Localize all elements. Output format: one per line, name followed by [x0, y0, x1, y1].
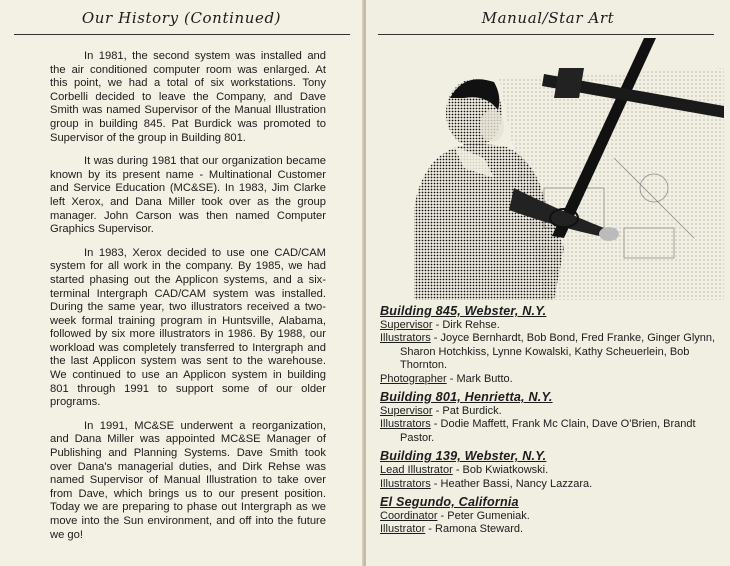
role-names: Joyce Bernhardt, Bob Bond, Fred Franke, Ginger Glynn, Sharon Hotchkiss, Lynne Kowalski, Kathy Scheuerlein, Bob Thornton.	[400, 332, 716, 372]
location-heading: Building 801, Henrietta, N.Y.	[380, 390, 553, 405]
role-names: Ramona Steward.	[435, 523, 524, 536]
location-heading: Building 845, Webster, N.Y.	[380, 304, 547, 318]
left-page	[0, 0, 364, 566]
paragraph: In 1991, MC&SE underwent a reorganization, and Dana Miller was appointed MC&SE Manager of Publishing and Planning Systems. Dave Smith took over Dana's managerial duties, and Dirk Rehse was named Supervisor of Manual Illustration to take over from Dave, which brings us to our present position. Today we are preparing to phase out Intergraph as we move into the Sun environment, and off into the future we go!	[50, 419, 326, 541]
title-rule	[378, 34, 714, 35]
page-title: Manual/Star Art	[481, 9, 615, 27]
page-title: Our History (Continued)	[81, 9, 282, 27]
role-names: Dodie Maffett, Frank Mc Clain, Dave O'Brien, Brandt Pastor.	[400, 418, 696, 444]
location-group	[380, 303, 720, 386]
paragraph: It was during 1981 that our organization became known by its present name - Multinational Customer and Service Education (MC&SE). In 1983, Jim Clarke left Xerox, and Dana Miller took over as the group manager. John Carson was then named Computer Graphics Supervisor.	[50, 155, 326, 236]
credit-line: Supervisor - Pat Burdick.	[380, 405, 502, 418]
location-group	[380, 448, 720, 491]
location-group	[380, 389, 720, 445]
credit-line: Illustrators - Dodie Maffett, Frank Mc Clain, Dave O'Brien, Brandt Pastor.	[380, 418, 696, 444]
location-group	[380, 494, 720, 537]
credit-line: Photographer - Mark Butto.	[380, 372, 513, 385]
credit-line: Illustrators - Joyce Bernhardt, Bob Bond, Fred Franke, Ginger Glynn, Sharon Hotchkiss, Lynne Kowalski, Kathy Scheuerlein, Bob Thornton.	[380, 332, 716, 372]
location-heading: Building 139, Webster, N.Y.	[380, 449, 547, 464]
role-label: Supervisor	[380, 405, 433, 418]
role-label: Illustrators	[380, 418, 431, 431]
role-names: Heather Bassi, Nancy Lazzara.	[440, 477, 593, 490]
credit-line: Supervisor - Dirk Rehse.	[380, 319, 500, 331]
right-page	[366, 0, 730, 566]
staff-credits	[380, 300, 720, 537]
role-names: Mark Butto.	[456, 372, 513, 385]
role-label: Supervisor	[380, 319, 433, 331]
location-heading: El Segundo, California	[380, 495, 519, 510]
paragraph: In 1983, Xerox decided to use one CAD/CAM system for all work in the company. By 1985, we had started phasing out the Applicon systems, and a six-terminal Intergraph CAD/CAM system was installed. During the same year, two illustrators received a two-week formal training program in Huntsville, Alabama, followed by six more illustrators in 1986. By 1988, our workload was completely transferred to Intergraph and the last Applicon system was sent to the warehouse. We continued to use an Applicon system in building 801 through 1991 to support some of our older programs.	[50, 246, 326, 409]
role-names: Peter Gumeniak.	[447, 510, 530, 523]
credit-line: Illustrators - Heather Bassi, Nancy Lazzara.	[380, 477, 593, 490]
role-label: Photographer	[380, 372, 447, 385]
credit-line: Lead Illustrator - Bob Kwiatkowski.	[380, 464, 549, 477]
role-names: Dirk Rehse.	[442, 319, 500, 331]
role-label: Lead Illustrator	[380, 464, 453, 477]
illustrator-at-drafting-table-photo	[394, 38, 724, 300]
role-label: Illustrators	[380, 477, 431, 490]
role-label: Illustrators	[380, 332, 431, 345]
role-names: Bob Kwiatkowski.	[462, 464, 549, 477]
role-label: Illustrator	[380, 523, 426, 536]
paragraph: In 1981, the second system was installed and the air conditioned computer room was enlarged. At this point, we had a total of six workstations. Tony Corbelli decided to leave the Company, and Dave Smith was named Supervisor of the Manual Illustration group in building 845. Pat Burdick was promoted to Supervisor of the group in Building 801.	[50, 50, 326, 144]
credit-line: Coordinator - Peter Gumeniak.	[380, 510, 530, 523]
history-text	[50, 50, 326, 552]
credit-line: Illustrator - Ramona Steward.	[380, 523, 524, 536]
role-names: Pat Burdick.	[442, 405, 502, 418]
role-label: Coordinator	[380, 510, 438, 523]
title-rule	[14, 34, 350, 35]
